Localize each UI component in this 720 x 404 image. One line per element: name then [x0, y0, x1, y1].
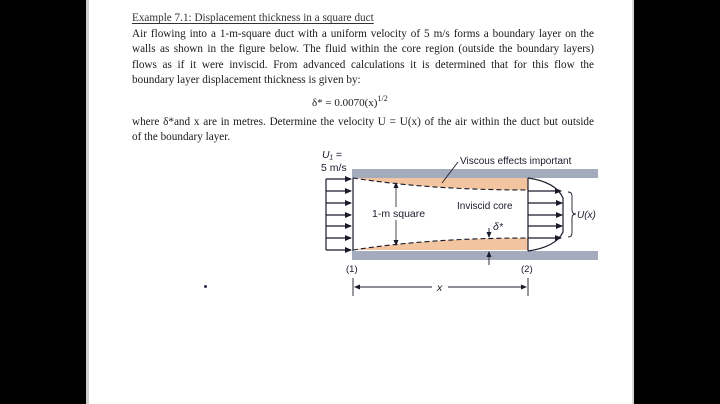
inlet-velocity-label: U₁ = [322, 149, 342, 161]
inlet-velocity-value: 5 m/s [321, 162, 347, 174]
top-boundary-layer [353, 178, 528, 190]
outlet-velocity-arrows [528, 191, 562, 238]
bottom-wall [352, 251, 598, 260]
outlet-brace [568, 192, 576, 237]
station-2-label: (2) [521, 264, 533, 275]
outlet-velocity-label: U(x) [577, 210, 596, 221]
x-distance-label: x [437, 282, 443, 294]
station-1-label: (1) [346, 264, 358, 275]
paragraph-line: of the boundary layer. [132, 131, 231, 144]
equation-exponent: 1/2 [377, 94, 388, 103]
paragraph-line: where δ*and x are in metres. Determine the velocity U = U(x) of the air within the duct but outside [132, 116, 594, 128]
example-title: Example 7.1: Displacement thickness in a square duct [132, 12, 374, 24]
paragraph-line: flows as if it were inviscid. From advanced calculations it is determined that for this flow the [132, 58, 594, 71]
delta-star-label: δ* [493, 221, 503, 233]
inviscid-core-label: Inviscid core [457, 201, 513, 212]
equation-body: δ* = 0.0070(x) [312, 97, 378, 109]
top-wall [352, 169, 598, 178]
paragraph-line: walls as shown in the figure below. The fluid within the core region (outside the boundary layers) [132, 43, 594, 56]
inlet-velocity-arrows [326, 179, 351, 250]
paragraph-line: boundary layer displacement thickness is given by: [132, 74, 361, 87]
duct-size-label: 1-m square [372, 208, 426, 220]
viscous-effects-label: Viscous effects important [460, 156, 572, 167]
paragraph-line: Air flowing into a 1-m-square duct with a uniform velocity of 5 m/s forms a boundary layer on the [132, 28, 594, 40]
bottom-boundary-layer [353, 238, 528, 250]
